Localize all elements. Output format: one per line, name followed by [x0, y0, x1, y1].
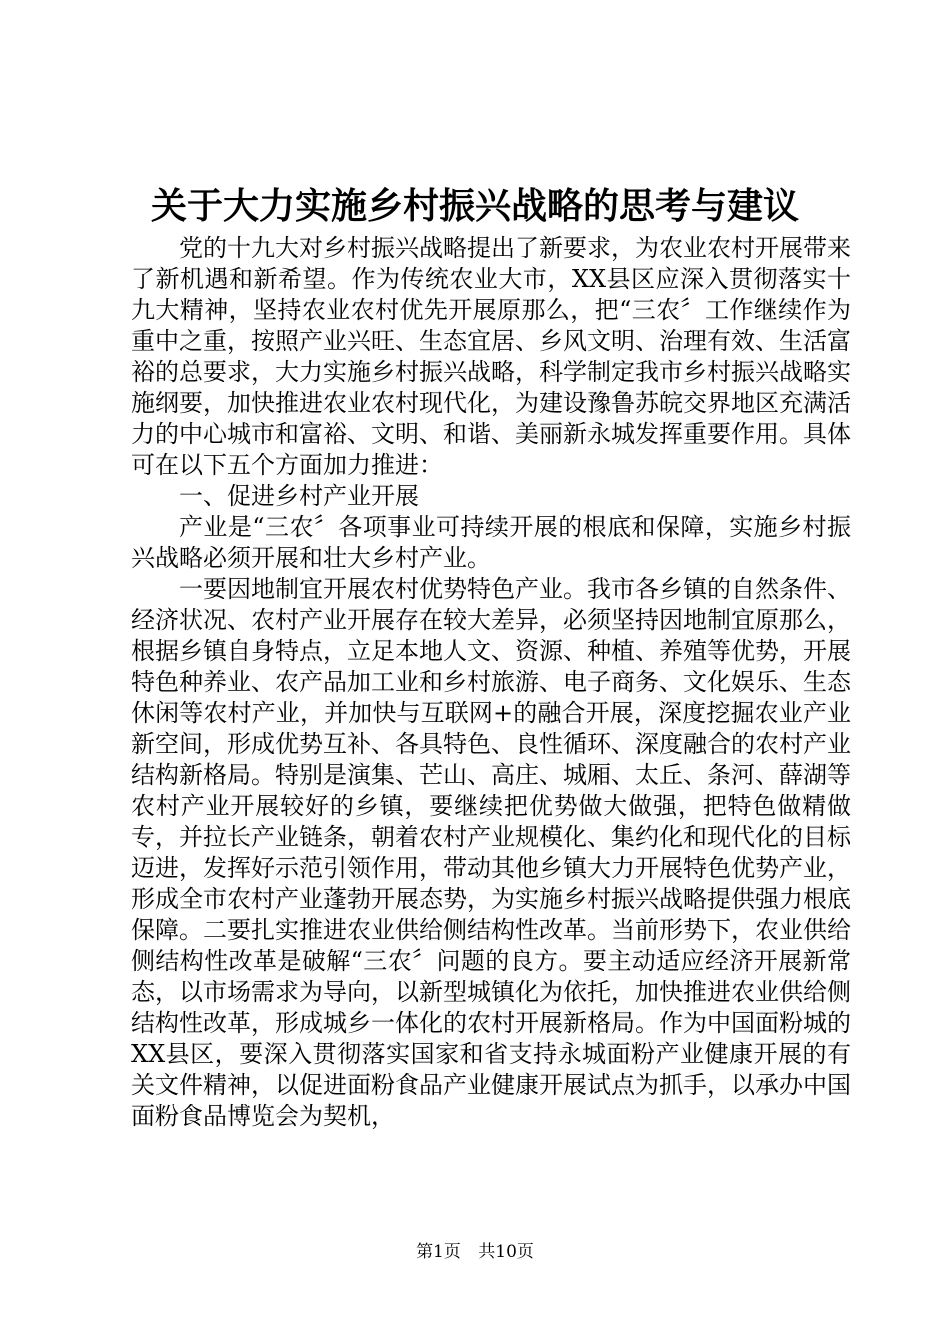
paragraph-intro: 党的十九大对乡村振兴战略提出了新要求，为农业农村开展带来了新机遇和新希望。作为传统农业大市，XX县区应深入贯彻落实十九大精神，坚持农业农村优先开展原那么，把“三农〞工作继续作为重中之重，按照产业兴旺、生态宜居、乡风文明、治理有效、生活富裕的总要求，大力实施乡村振兴战略，科学制定我市乡村振兴战略实施纲要，加快推进农业农村现代化，为建设豫鲁苏皖交界地区充满活力的中心城市和富裕、文明、和谐、美丽新永城发挥重要作用。具体可在以下五个方面加力推进：	[131, 234, 851, 479]
paragraph-industry: 产业是“三农〞各项事业可持续开展的根底和保障，实施乡村振兴战略必须开展和壮大乡村产业。	[131, 513, 851, 572]
page-footer	[0, 1240, 950, 1264]
paragraph-measures: 一要因地制宜开展农村优势特色产业。我市各乡镇的自然条件、经济状况、农村产业开展存在较大差异，必须坚持因地制宜原那么，根据乡镇自身特点，立足本地人文、资源、种植、养殖等优势，开展特色种养业、农产品加工业和乡村旅游、电子商务、文化娱乐、生态休闲等农村产业，并加快与互联网+的融合开展，深度挖掘农业产业新空间，形成优势互补、各具特色、良性循环、深度融合的农村产业结构新格局。特别是演集、芒山、高庄、城厢、太丘、条河、薛湖等农村产业开展较好的乡镇，要继续把优势做大做强，把特色做精做专，并拉长产业链条，朝着农村产业规模化、集约化和现代化的目标迈进，发挥好示范引领作用，带动其他乡镇大力开展特色优势产业，形成全市农村产业蓬勃开展态势，为实施乡村振兴战略提供强力根底保障。二要扎实推进农业供给侧结构性改革。当前形势下，农业供给侧结构性改革是破解“三农〞问题的良方。要主动适应经济开展新常态，以市场需求为导向，以新型城镇化为依托，加快推进农业供给侧结构性改革，形成城乡一体化的农村开展新格局。作为中国面粉城的XX县区，要深入贯彻落实国家和省支持永城面粉产业健康开展的有关文件精神，以促进面粉食品产业健康开展试点为抓手，以承办中国面粉食品博览会为契机，	[131, 575, 851, 1130]
page-total: 共10页	[478, 1242, 534, 1262]
page-number: 第1页	[416, 1242, 461, 1262]
document-body	[131, 233, 851, 1132]
section-heading-1: 一、促进乡村产业开展	[179, 482, 419, 510]
document-title: 关于大力实施乡村振兴战略的思考与建议	[150, 186, 799, 227]
